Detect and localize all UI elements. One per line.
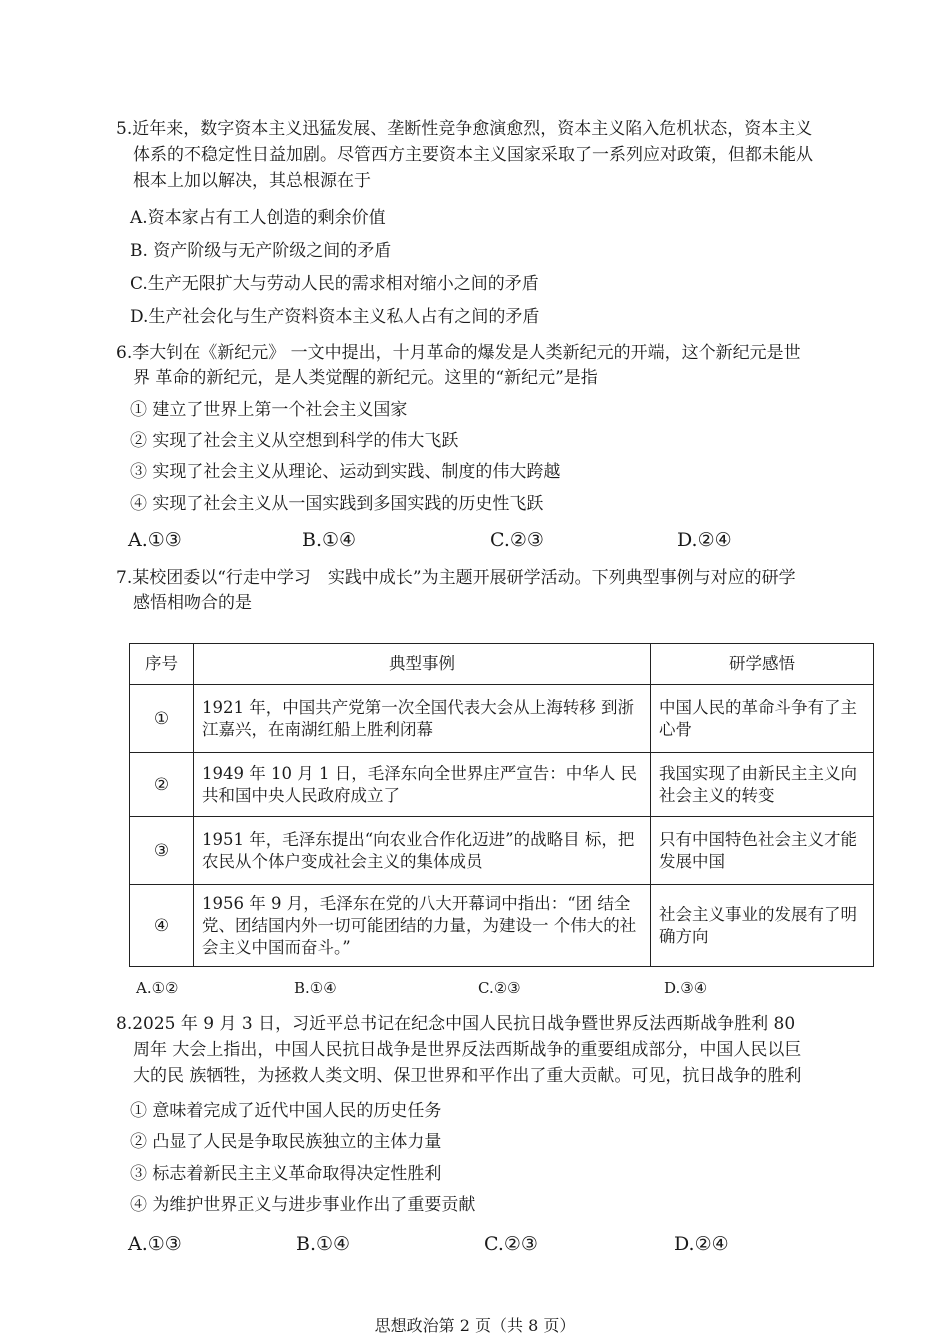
q7-stem-line-2: 感悟相吻合的是 [133,593,252,613]
q6-answer-a: A.①③ [128,529,182,551]
row-example: 1951 年，毛泽东提出“向农业合作化迈进”的战略目 标，把农民从个体户变成社会主义的集体成员 [194,817,651,885]
row-insight: 我国实现了由新民主主义向社会主义的转变 [651,753,874,817]
row-example: 1921 年，中国共产党第一次全国代表大会从上海转移 到浙江嘉兴，在南湖红船上胜利闭幕 [194,685,651,753]
table-header-row [130,644,874,685]
q8-stem-line-1: 8.2025 年 9 月 3 日，习近平总书记在纪念中国人民抗日战争暨世界反法西斯战争胜利 80 [116,1014,796,1034]
q8-answer-a: A.①③ [128,1233,182,1255]
q6-stem-line-2: 界 革命的新纪元，是人类觉醒的新纪元。这里的“新纪元”是指 [133,368,598,388]
q7-table [129,643,874,967]
table-row [130,817,874,885]
q6-item-4: ④ 实现了社会主义从一国实践到多国实践的历史性飞跃 [130,494,544,514]
q7-answer-c: C.②③ [478,979,521,997]
row-number: ④ [130,885,194,967]
q6-answer-b: B.①④ [302,529,357,551]
q6-item-3: ③ 实现了社会主义从理论、运动到实践、制度的伟大跨越 [130,462,561,482]
q8-stem-line-2: 周年 大会上指出，中国人民抗日战争是世界反法西斯战争的重要组成部分，中国人民以巨 [133,1040,802,1060]
q8-item-3: ③ 标志着新民主主义革命取得决定性胜利 [130,1164,442,1184]
q7-stem-line-1: 7.某校团委以“行走中学习 实践中成长”为主题开展研学活动。下列典型事例与对应的研学 [116,568,796,588]
q7-answer-b: B.①④ [294,979,337,997]
q8-stem-line-3: 大的民 族牺牲，为拯救人类文明、保卫世界和平作出了重大贡献。可见，抗日战争的胜利 [133,1066,802,1086]
q5-option-c: C.生产无限扩大与劳动人民的需求相对缩小之间的矛盾 [130,274,539,294]
row-insight: 只有中国特色社会主义才能发展中国 [651,817,874,885]
q8-item-2: ② 凸显了人民是争取民族独立的主体力量 [130,1132,442,1152]
q7-answer-a: A.①② [136,979,179,997]
q8-answer-b: B.①④ [296,1233,351,1255]
page-footer: 思想政治第 2 页（共 8 页） [374,1316,576,1335]
header-number: 序号 [130,644,194,685]
q5-stem-line-2: 体系的不稳定性日益加剧。尽管西方主要资本主义国家采取了一系列应对政策，但都未能从 [133,145,813,165]
header-insight: 研学感悟 [651,644,874,685]
table-row [130,685,874,753]
row-example: 1949 年 10 月 1 日，毛泽东向全世界庄严宣告：中华人 民共和国中央人民政府成立了 [194,753,651,817]
q6-item-2: ② 实现了社会主义从空想到科学的伟大飞跃 [130,431,459,451]
q6-stem-line-1: 6.李大钊在《新纪元》 一文中提出，十月革命的爆发是人类新纪元的开端，这个新纪元是世 [116,343,801,363]
q6-answer-c: C.②③ [490,529,544,551]
table-row [130,885,874,967]
q5-option-a: A.资本家占有工人创造的剩余价值 [130,208,386,228]
row-number: ③ [130,817,194,885]
q5-stem-line-1: 5.近年来，数字资本主义迅猛发展、垄断性竞争愈演愈烈，资本主义陷入危机状态，资本主义 [116,119,813,139]
q6-item-1: ① 建立了世界上第一个社会主义国家 [130,400,408,420]
row-example: 1956 年 9 月，毛泽东在党的八大开幕词中指出：“团 结全党、团结国内外一切可能团结的力量，为建设一 个伟大的社会主义中国而奋斗。” [194,885,651,967]
header-example: 典型事例 [194,644,651,685]
row-number: ② [130,753,194,817]
q8-item-1: ① 意味着完成了近代中国人民的历史任务 [130,1101,442,1121]
row-number: ① [130,685,194,753]
q5-option-d: D.生产社会化与生产资料资本主义私人占有之间的矛盾 [130,307,540,327]
row-insight: 中国人民的革命斗争有了主心骨 [651,685,874,753]
row-insight: 社会主义事业的发展有了明确方向 [651,885,874,967]
q7-answer-d: D.③④ [664,979,708,997]
q6-answer-d: D.②④ [677,529,732,551]
table-row [130,753,874,817]
q8-answer-c: C.②③ [484,1233,538,1255]
q8-item-4: ④ 为维护世界正义与进步事业作出了重要贡献 [130,1195,476,1215]
q5-option-b: B. 资产阶级与无产阶级之间的矛盾 [130,241,392,261]
q8-answer-d: D.②④ [674,1233,729,1255]
q5-stem-line-3: 根本上加以解决，其总根源在于 [133,171,371,191]
